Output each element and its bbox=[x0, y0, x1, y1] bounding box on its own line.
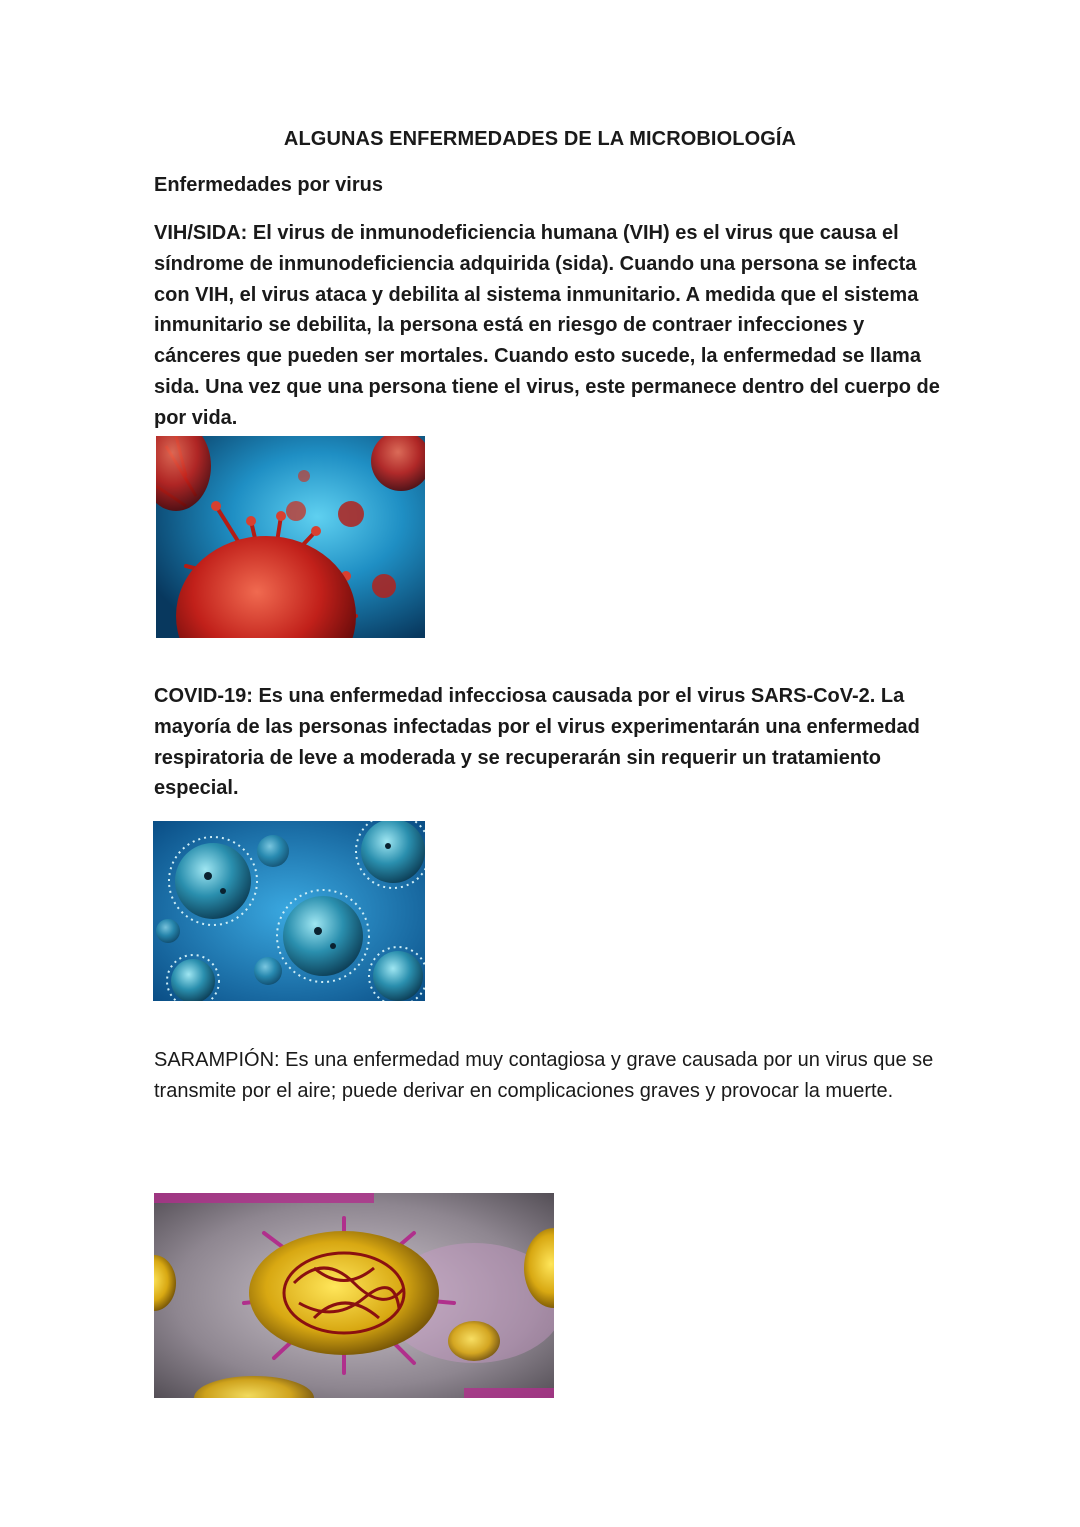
paragraph-covid-19: COVID-19: Es una enfermedad infecciosa causada por el virus SARS-CoV-2. La mayoría de las personas infectadas por el virus experimentarán una enfermedad respiratoria de leve a moderada y se recuperarán sin requerir un tratamiento especial. bbox=[154, 685, 920, 800]
paragraph-vih-sida: VIH/SIDA: El virus de inmunodeficiencia humana (VIH) es el virus que causa el síndrome de inmunodeficiencia adquirida (sida). Cuando una persona se infecta con VIH, el virus ataca y debilita al sistema inmunitario. A medida que el sistema inmunitario se debilita, la persona está en riesgo de contraer infecciones y cánceres que pueden ser mortales. Cuando esto sucede, la enfermedad se llama sida. Una vez que una persona tiene el virus, este permanece dentro del cuerpo de por vida. bbox=[154, 222, 940, 429]
hiv-virus-image bbox=[156, 436, 425, 638]
coronavirus-image bbox=[153, 821, 425, 1001]
page-title: ALGUNAS ENFERMEDADES DE LA MICROBIOLOGÍA bbox=[283, 128, 797, 150]
section-heading: Enfermedades por virus bbox=[154, 174, 383, 196]
paragraph-sarampion: SARAMPIÓN: Es una enfermedad muy contagiosa y grave causada por un virus que se transmite por el aire; puede derivar en complicaciones graves y provocar la muerte. bbox=[154, 1049, 934, 1102]
measles-virus-image bbox=[154, 1193, 554, 1398]
